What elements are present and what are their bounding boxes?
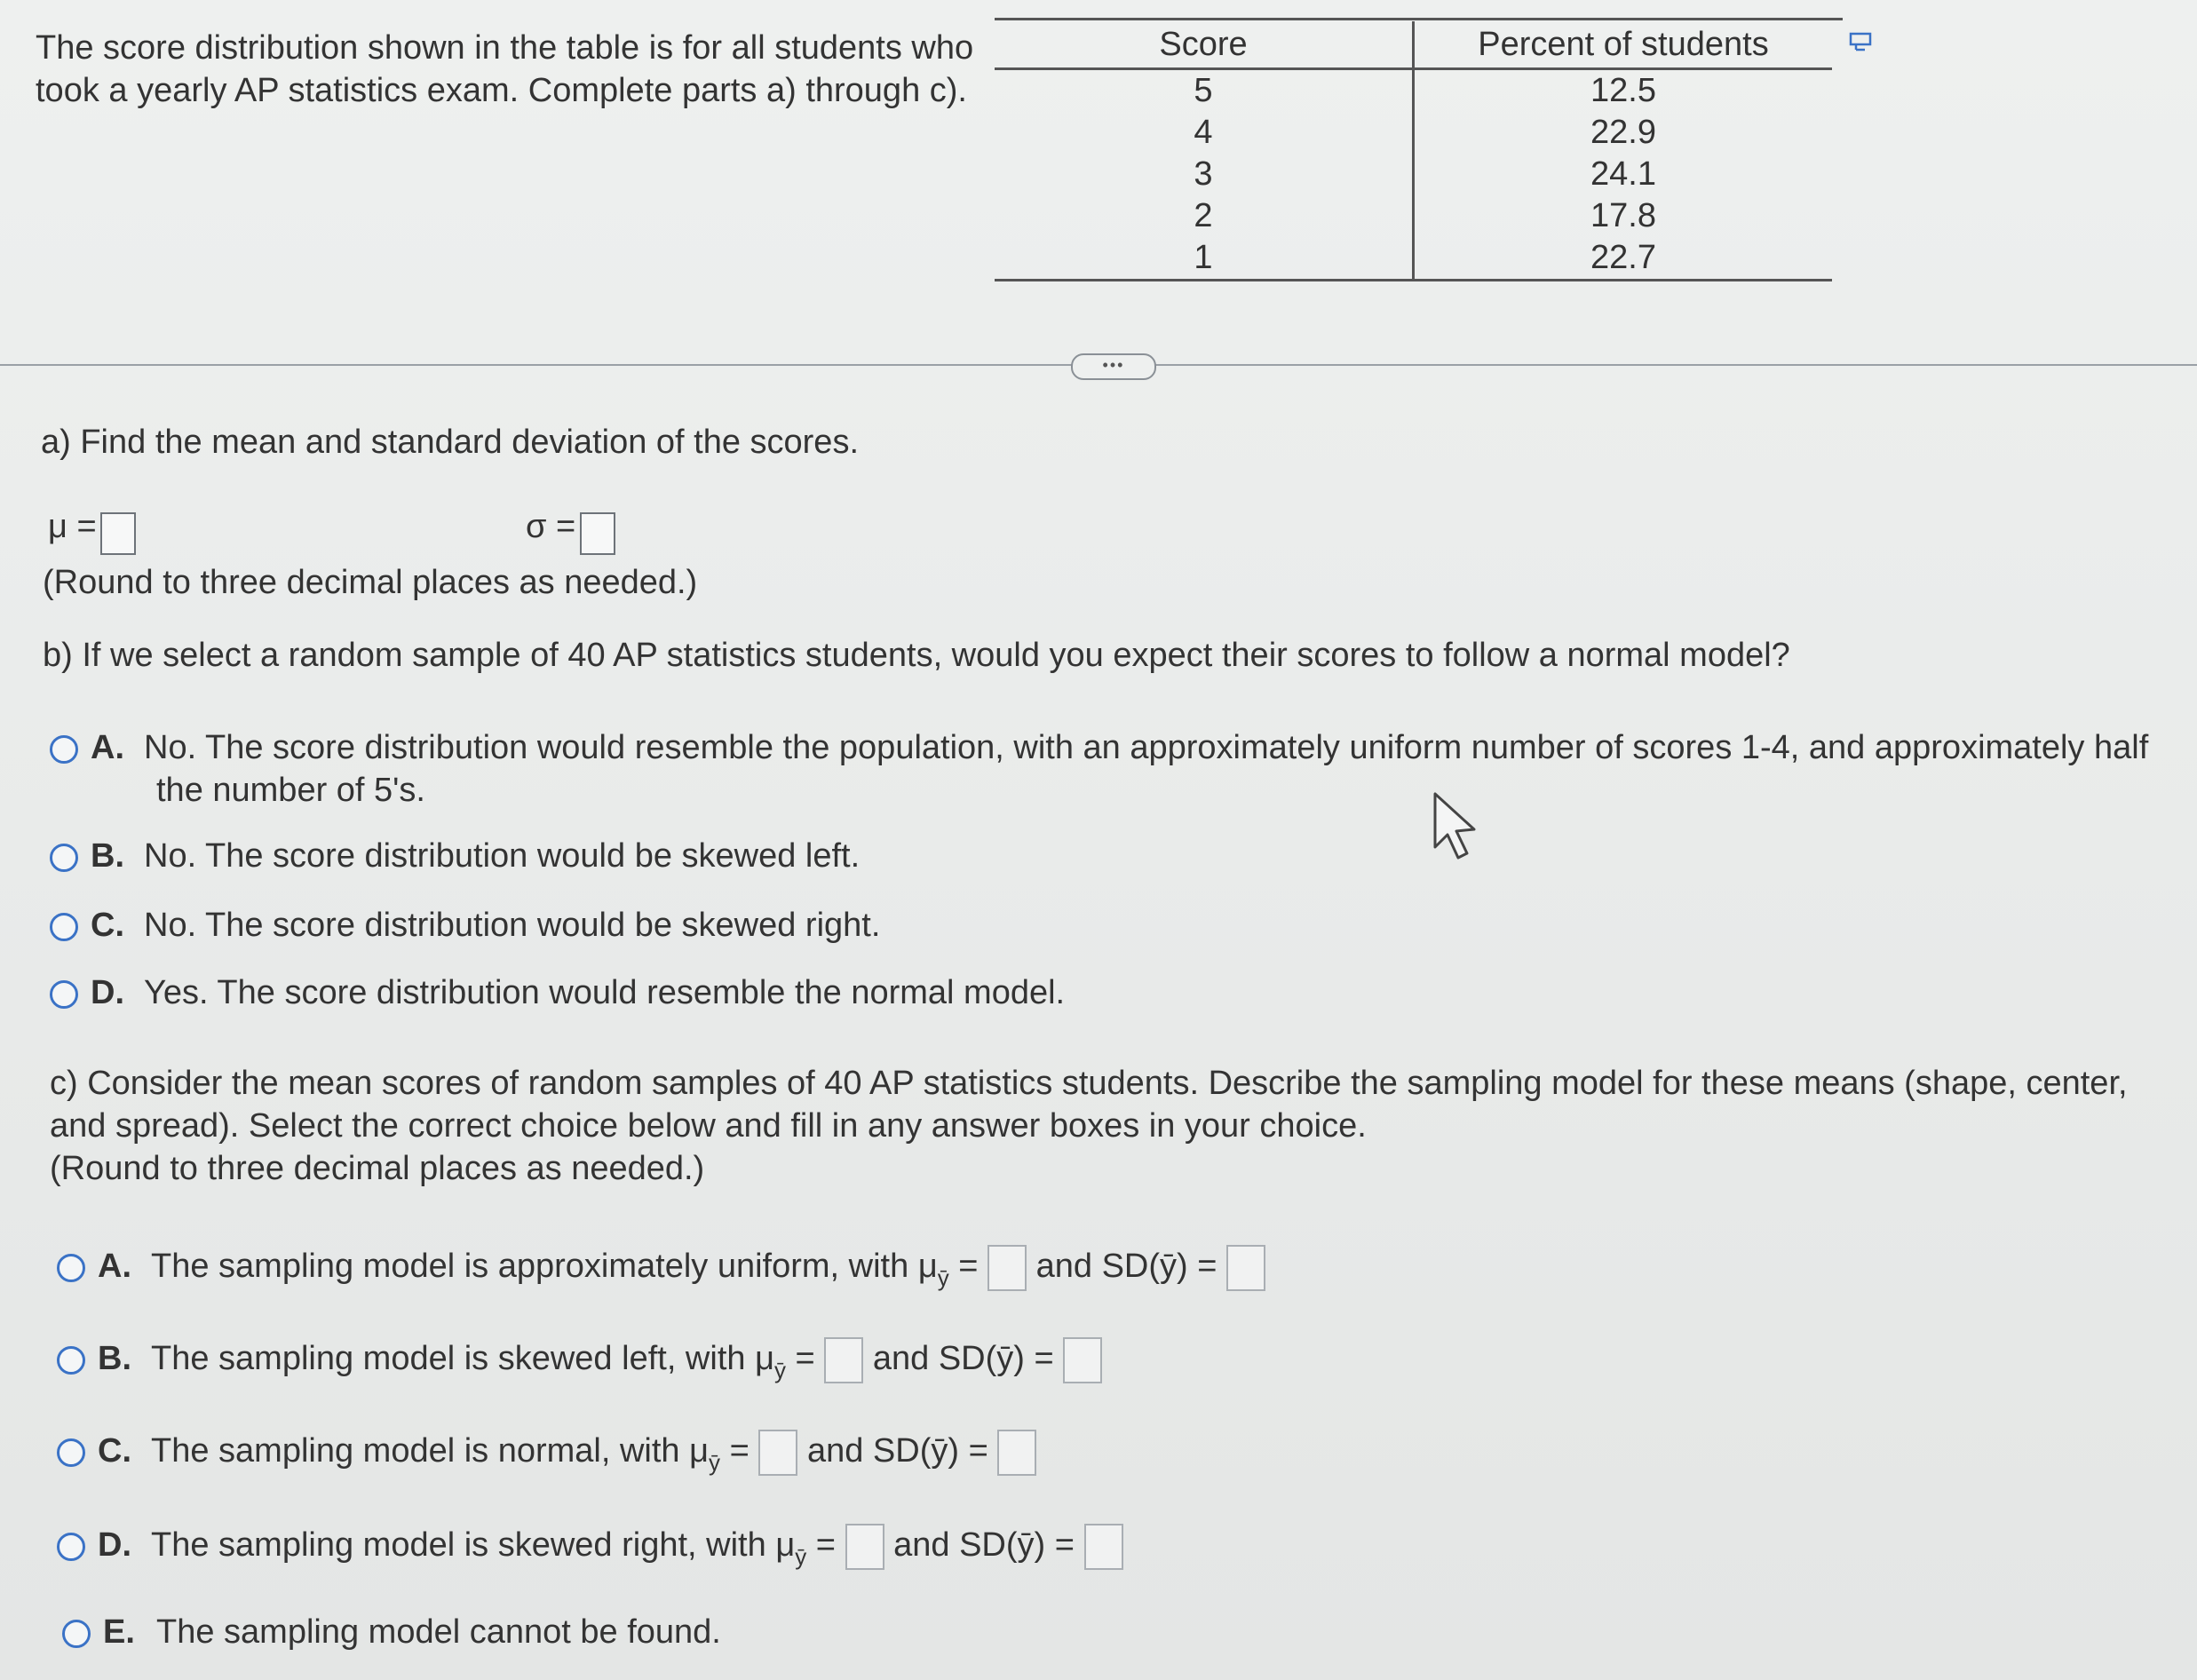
- mu-symbol: μ: [775, 1526, 796, 1565]
- part-a-round-note: (Round to three decimal places as needed.): [43, 564, 698, 601]
- table-header-percent: Percent of students: [1414, 21, 1833, 69]
- option-d-sd-input[interactable]: [1084, 1524, 1123, 1570]
- intro-line-2: took a yearly AP statistics exam. Complete parts a) through c).: [36, 72, 967, 109]
- radio-button[interactable]: [50, 844, 78, 872]
- standard-deviation-input[interactable]: [580, 512, 615, 555]
- percent-cell: 22.7: [1414, 237, 1833, 281]
- option-text: The sampling model is skewed left, with: [151, 1340, 746, 1378]
- equals-sign: =: [795, 1340, 815, 1378]
- table-header-score: Score: [995, 21, 1414, 69]
- percent-cell: 22.9: [1590, 114, 1656, 151]
- ybar-label: (ȳ): [985, 1340, 1025, 1378]
- equals-sign: =: [1197, 1248, 1217, 1286]
- option-letter: B.: [91, 837, 124, 875]
- percent-cell: 24.1: [1590, 155, 1656, 193]
- mean-input[interactable]: [100, 512, 136, 555]
- option-text: No. The score distribution would be skewed left.: [144, 837, 861, 875]
- equals-sign: =: [729, 1432, 750, 1470]
- score-distribution-table: [995, 21, 1832, 281]
- ellipsis-icon: •••: [1102, 356, 1125, 374]
- and-sd-label: and SD: [1035, 1248, 1149, 1286]
- table-row: [995, 195, 1832, 237]
- option-text: The sampling model is normal, with: [151, 1432, 680, 1470]
- part-c-round-note: (Round to three decimal places as needed.): [50, 1150, 705, 1187]
- mu-symbol: μ: [917, 1248, 938, 1286]
- ybar-subscript: ȳ: [795, 1543, 807, 1571]
- ybar-subscript: ȳ: [709, 1449, 721, 1477]
- equals-sign: =: [968, 1432, 988, 1470]
- part-b-option-a[interactable]: [50, 726, 2148, 769]
- option-text: Yes. The score distribution would resemble the normal model.: [144, 974, 1066, 1011]
- radio-button[interactable]: [57, 1438, 85, 1467]
- score-cell: 3: [995, 154, 1414, 195]
- part-c-line-2: and spread). Select the correct choice below and fill in any answer boxes in your choice.: [50, 1107, 1367, 1145]
- option-letter: E.: [103, 1613, 135, 1651]
- part-c-line-1: c) Consider the mean scores of random samples of 40 AP statistics students. Describe the sampling model for these means (shape, center,: [50, 1065, 2128, 1102]
- ybar-label: (ȳ): [919, 1432, 959, 1470]
- percent-cell: 17.8: [1590, 197, 1656, 234]
- equals-sign: =: [1034, 1340, 1054, 1378]
- part-b-option-d[interactable]: [50, 971, 1065, 1014]
- score-cell: 4: [995, 112, 1414, 154]
- ybar-subscript: ȳ: [937, 1264, 949, 1292]
- radio-button[interactable]: [57, 1533, 85, 1561]
- option-letter: B.: [98, 1340, 131, 1378]
- score-cell: 5: [995, 69, 1414, 113]
- option-a-sd-input[interactable]: [1226, 1245, 1265, 1291]
- option-letter: C.: [91, 907, 124, 944]
- option-text: The sampling model is skewed right, with: [151, 1526, 766, 1565]
- part-c-option-e[interactable]: [62, 1611, 721, 1653]
- sigma-answer-group: [526, 508, 615, 555]
- part-b-option-b[interactable]: [50, 835, 860, 877]
- ybar-label: (ȳ): [1148, 1248, 1188, 1286]
- table-row: [995, 237, 1832, 281]
- option-a-mean-input[interactable]: [987, 1245, 1027, 1291]
- score-cell: 1: [995, 237, 1414, 281]
- option-letter: D.: [98, 1526, 131, 1565]
- part-b-option-a-line2: the number of 5's.: [156, 772, 425, 809]
- radio-button[interactable]: [62, 1620, 91, 1648]
- table-row: [995, 112, 1832, 154]
- and-sd-label: and SD: [872, 1340, 986, 1378]
- part-c-option-d[interactable]: [57, 1524, 1123, 1570]
- radio-button[interactable]: [50, 735, 78, 764]
- option-text: The sampling model cannot be found.: [156, 1613, 721, 1651]
- part-a-question: a) Find the mean and standard deviation of the scores.: [41, 424, 859, 461]
- option-letter: A.: [91, 729, 124, 766]
- option-d-mean-input[interactable]: [845, 1524, 884, 1570]
- equals-sign: =: [1054, 1526, 1075, 1565]
- equals-sign: =: [815, 1526, 836, 1565]
- intro-line-1: The score distribution shown in the table is for all students who: [36, 29, 974, 67]
- option-text: No. The score distribution would be skewed right.: [144, 907, 881, 944]
- mu-symbol: μ: [689, 1432, 710, 1470]
- part-b-option-c[interactable]: [50, 904, 880, 947]
- option-letter: D.: [91, 974, 124, 1011]
- mouse-pointer-icon: [1423, 788, 1485, 865]
- ybar-subscript: ȳ: [773, 1357, 786, 1384]
- equals-sign: =: [958, 1248, 979, 1286]
- option-b-mean-input[interactable]: [824, 1337, 863, 1383]
- part-c-option-b[interactable]: [57, 1337, 1102, 1383]
- ybar-label: (ȳ): [1005, 1526, 1046, 1565]
- mu-symbol: μ: [755, 1340, 774, 1378]
- option-c-sd-input[interactable]: [997, 1430, 1036, 1476]
- option-letter: C.: [98, 1432, 131, 1470]
- table-top-rule: [995, 18, 1843, 20]
- radio-button[interactable]: [57, 1254, 85, 1282]
- option-text: No. The score distribution would resemble the population, with an approximately uniform number of scores 1-4, and approximately half: [144, 729, 2149, 766]
- percent-cell: 12.5: [1590, 72, 1656, 109]
- problem-intro: [36, 27, 977, 112]
- part-b-question: b) If we select a random sample of 40 AP statistics students, would you expect their scores to follow a normal model?: [43, 637, 1790, 674]
- radio-button[interactable]: [50, 913, 78, 941]
- part-c-question: [50, 1062, 2128, 1190]
- table-row: [995, 69, 1832, 113]
- option-b-sd-input[interactable]: [1063, 1337, 1102, 1383]
- and-sd-label: and SD: [806, 1432, 920, 1470]
- table-row: [995, 154, 1832, 195]
- and-sd-label: and SD: [893, 1526, 1006, 1565]
- option-letter: A.: [98, 1248, 131, 1286]
- option-text: The sampling model is approximately uniform, with: [151, 1248, 909, 1286]
- more-button[interactable]: [1071, 353, 1156, 380]
- sigma-label: σ =: [526, 508, 576, 545]
- radio-button[interactable]: [50, 980, 78, 1009]
- part-c-option-a[interactable]: [57, 1245, 1265, 1291]
- radio-button[interactable]: [57, 1346, 85, 1375]
- option-c-mean-input[interactable]: [758, 1430, 797, 1476]
- mu-answer-group: [48, 508, 136, 555]
- mu-label: μ =: [48, 508, 97, 545]
- part-c-option-c[interactable]: [57, 1430, 1036, 1476]
- score-cell: 2: [995, 195, 1414, 237]
- copy-icon[interactable]: [1849, 32, 1874, 53]
